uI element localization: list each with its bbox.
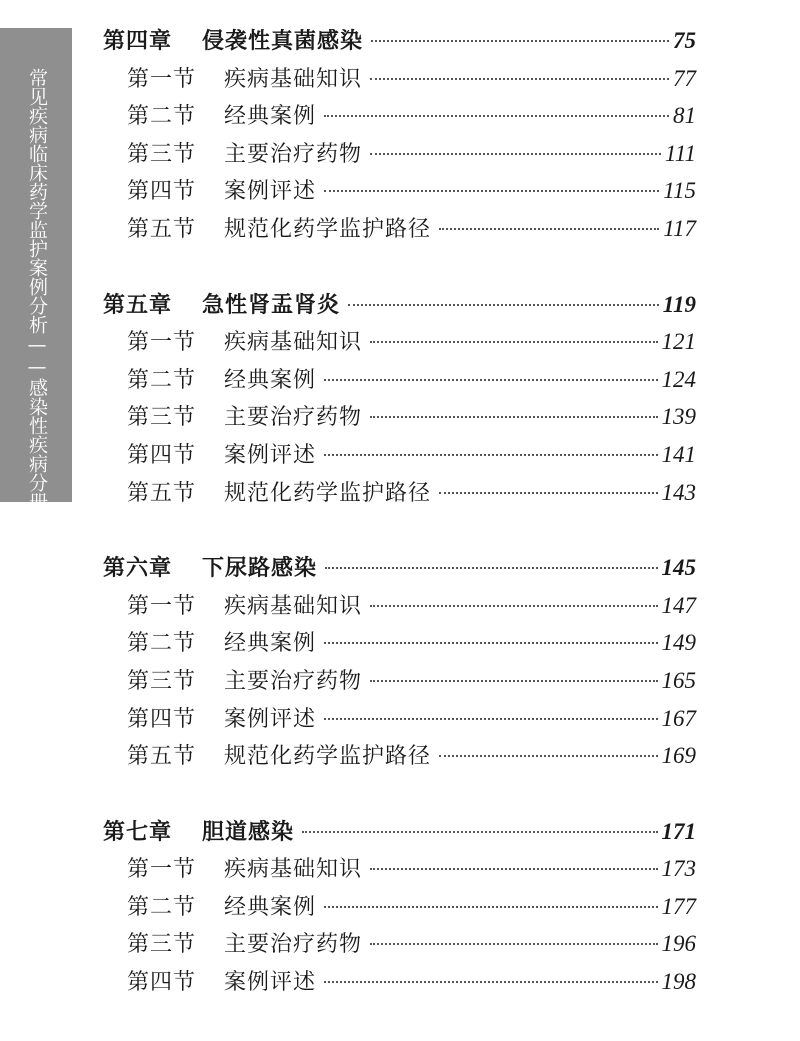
section-title: 主要治疗药物 bbox=[224, 932, 363, 958]
section-number: 第一节 bbox=[127, 66, 197, 92]
dot-leader bbox=[370, 680, 657, 682]
dot-leader bbox=[370, 943, 657, 945]
dot-leader bbox=[324, 642, 657, 644]
section-page-number: 167 bbox=[661, 705, 696, 731]
section-title: 经典案例 bbox=[224, 631, 317, 657]
section-page-number: 198 bbox=[661, 969, 696, 995]
section-page-number: 77 bbox=[673, 65, 696, 91]
section-number: 第三节 bbox=[127, 405, 197, 431]
dot-leader bbox=[439, 492, 657, 494]
section-title: 疾病基础知识 bbox=[224, 330, 363, 356]
toc-chapter bbox=[103, 288, 696, 514]
dot-leader bbox=[302, 831, 657, 833]
chapter-page-number: 171 bbox=[661, 818, 696, 844]
section-page-number: 139 bbox=[661, 404, 696, 430]
section-number: 第三节 bbox=[127, 668, 197, 694]
chapter-page-number: 145 bbox=[661, 555, 696, 581]
section-title: 案例评述 bbox=[224, 179, 317, 205]
toc-section-entry[interactable] bbox=[103, 400, 696, 438]
toc-chapter-entry[interactable] bbox=[103, 815, 696, 853]
dot-leader bbox=[370, 78, 669, 80]
chapter-number: 第五章 bbox=[103, 292, 173, 318]
section-page-number: 169 bbox=[661, 743, 696, 769]
toc-section-entry[interactable] bbox=[103, 438, 696, 476]
section-title: 规范化药学监护路径 bbox=[224, 744, 432, 770]
dot-leader bbox=[324, 981, 657, 983]
section-title: 案例评述 bbox=[224, 970, 317, 996]
book-title-side-tab bbox=[0, 28, 72, 511]
toc-chapter-entry[interactable] bbox=[103, 551, 696, 589]
dot-leader bbox=[324, 906, 657, 908]
section-page-number: 196 bbox=[661, 931, 696, 957]
toc-section-entry[interactable] bbox=[103, 589, 696, 627]
dot-leader bbox=[439, 755, 657, 757]
toc-section-entry[interactable] bbox=[103, 927, 696, 965]
section-title: 经典案例 bbox=[224, 104, 317, 130]
chapter-number: 第七章 bbox=[103, 819, 173, 845]
section-title: 经典案例 bbox=[224, 894, 317, 920]
section-number: 第二节 bbox=[127, 367, 197, 393]
toc-section-entry[interactable] bbox=[103, 363, 696, 401]
section-page-number: 124 bbox=[661, 366, 696, 392]
dot-leader bbox=[370, 416, 657, 418]
section-page-number: 81 bbox=[673, 103, 696, 129]
dot-leader bbox=[324, 718, 657, 720]
section-number: 第二节 bbox=[127, 104, 197, 130]
section-page-number: 177 bbox=[661, 893, 696, 919]
toc-chapter bbox=[103, 24, 696, 250]
section-number: 第二节 bbox=[127, 631, 197, 657]
chapter-page-number: 75 bbox=[673, 28, 696, 53]
dot-leader bbox=[348, 304, 659, 306]
chapter-title: 急性肾盂肾炎 bbox=[202, 292, 341, 318]
dot-leader bbox=[370, 868, 657, 870]
dot-leader bbox=[371, 40, 669, 42]
section-number: 第一节 bbox=[127, 593, 197, 619]
toc-section-entry[interactable] bbox=[103, 890, 696, 928]
section-number: 第一节 bbox=[127, 330, 197, 356]
section-title: 主要治疗药物 bbox=[224, 141, 363, 167]
section-title: 规范化药学监护路径 bbox=[224, 480, 432, 506]
toc-section-entry[interactable] bbox=[103, 325, 696, 363]
dot-leader bbox=[370, 341, 657, 343]
toc-section-entry[interactable] bbox=[103, 99, 696, 137]
section-number: 第三节 bbox=[127, 932, 197, 958]
toc-section-entry[interactable] bbox=[103, 664, 696, 702]
chapter-page-number: 119 bbox=[662, 291, 696, 317]
dot-leader bbox=[370, 153, 661, 155]
chapter-title: 下尿路感染 bbox=[202, 556, 318, 582]
section-number: 第三节 bbox=[127, 141, 197, 167]
section-page-number: 141 bbox=[661, 441, 696, 467]
section-title: 规范化药学监护路径 bbox=[224, 216, 432, 242]
section-title: 疾病基础知识 bbox=[224, 857, 363, 883]
section-title: 案例评述 bbox=[224, 442, 317, 468]
toc-section-entry[interactable] bbox=[103, 702, 696, 740]
section-page-number: 115 bbox=[663, 178, 696, 204]
toc-section-entry[interactable] bbox=[103, 137, 696, 175]
section-number: 第二节 bbox=[127, 894, 197, 920]
dot-leader bbox=[439, 228, 659, 230]
chapter-number: 第四章 bbox=[103, 29, 173, 54]
section-page-number: 117 bbox=[663, 215, 696, 241]
section-page-number: 121 bbox=[661, 329, 696, 355]
section-page-number: 173 bbox=[661, 856, 696, 882]
toc-section-entry[interactable] bbox=[103, 62, 696, 100]
section-page-number: 165 bbox=[661, 667, 696, 693]
section-number: 第四节 bbox=[127, 706, 197, 732]
section-title: 疾病基础知识 bbox=[224, 66, 363, 92]
dot-leader bbox=[370, 605, 657, 607]
dot-leader bbox=[324, 190, 659, 192]
toc-chapter-entry[interactable] bbox=[103, 288, 696, 326]
toc-section-entry[interactable] bbox=[103, 852, 696, 890]
toc-section-entry[interactable] bbox=[103, 174, 696, 212]
section-title: 疾病基础知识 bbox=[224, 593, 363, 619]
toc-chapter bbox=[103, 551, 696, 777]
toc-chapter bbox=[103, 815, 696, 1003]
section-number: 第五节 bbox=[127, 480, 197, 506]
toc-chapter-entry[interactable] bbox=[103, 24, 696, 62]
section-page-number: 143 bbox=[661, 479, 696, 505]
section-number: 第四节 bbox=[127, 442, 197, 468]
section-page-number: 149 bbox=[661, 630, 696, 656]
dot-leader bbox=[324, 379, 657, 381]
toc-section-entry[interactable] bbox=[103, 965, 696, 1003]
section-page-number: 147 bbox=[661, 592, 696, 618]
section-number: 第四节 bbox=[127, 179, 197, 205]
chapter-title: 侵袭性真菌感染 bbox=[202, 29, 364, 54]
section-number: 第一节 bbox=[127, 857, 197, 883]
toc-section-entry[interactable] bbox=[103, 476, 696, 514]
toc-section-entry[interactable] bbox=[103, 212, 696, 250]
chapter-number: 第六章 bbox=[103, 556, 173, 582]
dot-leader bbox=[324, 115, 669, 117]
section-number: 第五节 bbox=[127, 744, 197, 770]
section-number: 第五节 bbox=[127, 216, 197, 242]
section-title: 主要治疗药物 bbox=[224, 405, 363, 431]
chapter-title: 胆道感染 bbox=[202, 819, 295, 845]
section-page-number: 111 bbox=[664, 140, 696, 166]
toc-section-entry[interactable] bbox=[103, 739, 696, 777]
dot-leader bbox=[325, 567, 657, 569]
section-number: 第四节 bbox=[127, 970, 197, 996]
book-title-vertical-text: 常见疾病临床药学监护案例分析——感染性疾病分册 bbox=[26, 68, 48, 511]
section-title: 案例评述 bbox=[224, 706, 317, 732]
table-of-contents bbox=[103, 24, 696, 1041]
dot-leader bbox=[324, 454, 657, 456]
toc-section-entry[interactable] bbox=[103, 626, 696, 664]
section-title: 主要治疗药物 bbox=[224, 668, 363, 694]
section-title: 经典案例 bbox=[224, 367, 317, 393]
